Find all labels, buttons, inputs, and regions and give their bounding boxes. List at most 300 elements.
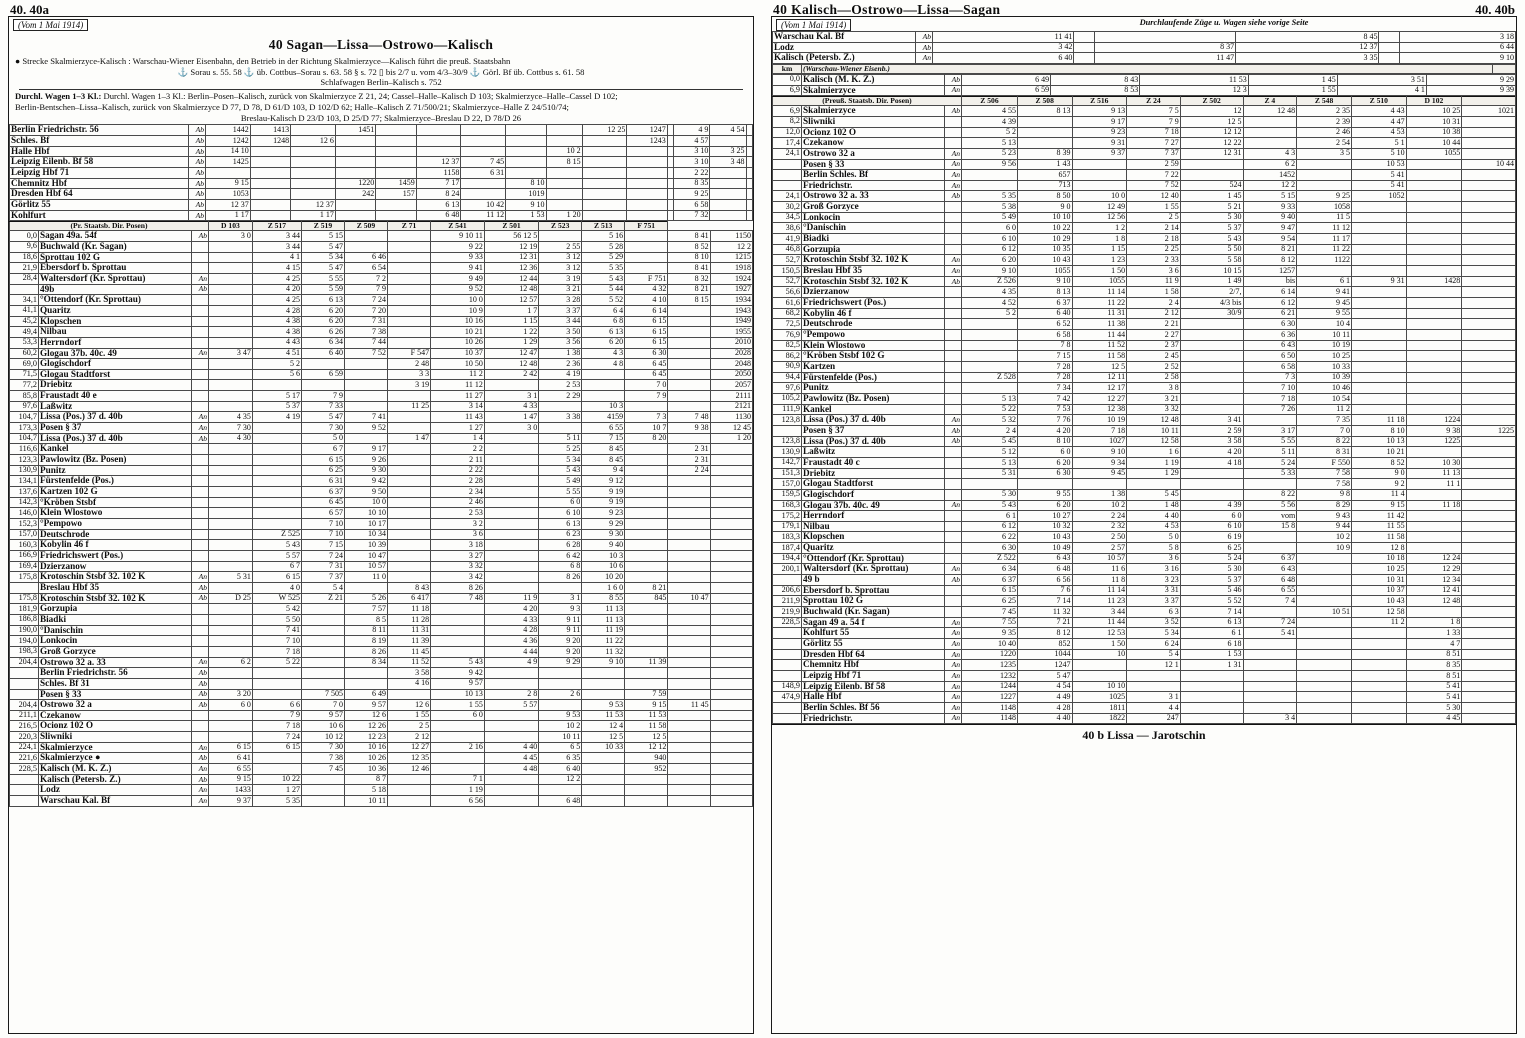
time-cell [1017,127,1072,138]
time-cell: 10 37 [1352,585,1407,596]
time-cell: 4 7 [1406,639,1462,650]
time-cell [710,444,752,455]
time-cell [209,305,253,316]
time-cell: 10 10 [1072,681,1127,692]
row-km: 30,2 [773,202,802,213]
station-name: Kalisch (Petersb. Z.) [773,53,916,64]
table-row [10,540,753,551]
time-cell [1462,276,1516,287]
time-cell: 6 48 [1243,575,1297,586]
time-cell: 5 2 [962,308,1018,319]
arrival-departure-flag: Ab [192,700,209,711]
time-cell [209,582,253,593]
time-cell [387,785,430,796]
time-cell [1072,671,1127,682]
table-row [10,284,753,295]
row-km: 28,4 [10,273,39,284]
time-cell: 10 13 [431,689,485,700]
time-cell: 6 13 [301,295,344,306]
table-row [10,316,753,327]
time-cell [301,636,344,647]
time-cell: 5 31 [209,572,253,583]
time-cell: 9 23 [582,508,625,519]
time-cell: 5 13 [962,138,1018,149]
table-row [773,223,1516,234]
arrival-departure-flag [192,295,209,306]
time-cell: 9 57 [344,700,387,711]
arrival-departure-flag [192,455,209,466]
time-cell [1406,532,1462,543]
time-cell: 7 9 [1127,116,1181,127]
time-cell: 1451 [335,125,375,136]
time-cell [668,401,710,412]
time-cell: 9 52 [344,423,387,434]
time-cell: 9 50 [344,487,387,498]
time-cell: 12 53 [1072,628,1127,639]
arrival-departure-flag [192,732,209,743]
time-cell: 4 43 [252,337,301,348]
time-cell: 6 8 [582,316,625,327]
arrival-departure-flag [192,561,209,572]
table-row [10,305,753,316]
station-name: Glogischdorf [802,489,945,500]
time-cell [546,125,582,136]
station-name: °Pempowo [39,519,192,530]
time-cell [416,146,461,157]
time-cell: 3 42 [933,42,1074,53]
time-cell: 6 42 [539,550,582,561]
time-cell: 10 20 [582,572,625,583]
row-km: 104,7 [10,433,39,444]
time-cell: 6 20 [301,316,344,327]
time-cell: 6 58 [1017,330,1072,341]
time-cell: 12 2 [710,241,752,252]
time-cell [1297,692,1352,703]
time-cell [1243,127,1297,138]
time-cell [668,380,710,391]
row-km: 123,8 [773,415,802,426]
time-cell: 14 10 [206,146,251,157]
time-cell: 4 1 [252,252,301,263]
arrival-departure-flag: Ab [189,189,206,200]
arrival-departure-flag [945,447,962,458]
time-cell [1352,649,1407,660]
time-cell: 3 5 [1297,148,1352,159]
row-km [773,649,802,660]
table-row [10,252,753,263]
time-cell: 11 14 [1072,287,1127,298]
time-cell: 3 28 [539,295,582,306]
station-name: Glogischdorf [39,359,192,370]
time-cell [1462,511,1516,522]
time-cell [484,561,538,572]
time-cell: 8 43 [1051,74,1140,85]
table-row [10,359,753,370]
time-cell: 6 8 [539,561,582,572]
time-cell [387,412,430,423]
time-cell [627,157,667,168]
row-km: 56,6 [773,287,802,298]
time-cell [252,487,301,498]
time-cell: 12 37 [416,157,461,168]
table-row [773,521,1516,532]
arrival-departure-flag [192,444,209,455]
arrival-departure-flag: Ab [192,678,209,689]
time-cell [710,189,746,200]
table-row [10,476,753,487]
station-name: Breslau Hbf 35 [802,266,945,277]
time-cell: 7 34 [1017,383,1072,394]
station-name: Gorzupia [39,604,192,615]
time-cell: 7 48 [668,412,710,423]
time-cell: 2 24 [1072,511,1127,522]
time-cell [1406,383,1462,394]
table-row [773,287,1516,298]
table-row [10,764,753,775]
time-cell [206,168,251,179]
time-cell: 9 26 [344,455,387,466]
time-cell [625,465,668,476]
time-cell: 1244 [962,681,1018,692]
time-cell: 6 30 [962,543,1018,554]
row-km [10,796,39,807]
arrival-departure-flag: Ab [945,436,962,447]
row-km [10,668,39,679]
time-cell [1180,330,1243,341]
row-km [10,689,39,700]
time-cell: 4 16 [387,678,430,689]
time-cell [209,273,253,284]
time-cell [1462,361,1516,372]
time-cell [1352,287,1407,298]
time-cell [582,753,625,764]
right-top-note: Durchlaufende Züge u. Wagen siehe vorige Seite [1139,18,1309,27]
time-cell: 11 32 [582,646,625,657]
time-cell [506,136,546,147]
arrival-departure-flag [192,550,209,561]
time-cell: 9 42 [344,476,387,487]
station-name: Glogau 37b. 40c. 49 [39,348,192,359]
time-cell [1406,212,1462,223]
time-cell [1297,266,1352,277]
time-cell [252,423,301,434]
time-cell: 7 35 [1297,415,1352,426]
time-cell: 9 55 [1017,489,1072,500]
time-cell: 7 10 [301,519,344,530]
time-cell: 8 39 [1017,148,1072,159]
station-name: Pawlowitz (Bz. Posen) [802,393,945,404]
time-cell: 7 17 [416,178,461,189]
arrival-departure-flag: An [945,660,962,671]
table-row [10,604,753,615]
time-cell: 4 45 [484,753,538,764]
time-cell: 1442 [206,125,251,136]
time-cell: 1 7 [484,305,538,316]
arrival-departure-flag: Ab [192,753,209,764]
time-cell [546,168,582,179]
row-km: 38,6 [773,223,802,234]
time-cell [546,136,582,147]
station-name: Schles. Bf [10,136,189,147]
time-cell: 1247 [1017,660,1072,671]
time-cell: 4 40 [484,742,538,753]
table-row [10,125,753,136]
time-cell: 1044 [1017,649,1072,660]
time-cell: 7 8 [1017,340,1072,351]
time-cell: 9 56 [962,159,1018,170]
time-cell: 6 0 [431,710,485,721]
table-row [773,319,1516,330]
time-cell: 1 27 [431,423,485,434]
row-km: 41,1 [10,305,39,316]
time-cell [1072,660,1127,671]
time-cell [627,189,667,200]
time-cell: 5 43 [962,500,1018,511]
time-cell: 4 19 [539,369,582,380]
row-km: 157,0 [10,529,39,540]
time-cell: 7 37 [301,572,344,583]
time-cell: 5 6 [252,369,301,380]
time-cell: 10 0 [1072,191,1127,202]
time-cell: 5 41 [1352,170,1407,181]
station-name: Sliwniki [39,732,192,743]
row-km: 206,6 [773,585,802,596]
time-cell [431,732,485,743]
time-cell [710,136,746,147]
arrival-departure-flag [192,263,209,274]
time-cell: 12 38 [1072,404,1127,415]
table-row [773,436,1516,447]
time-cell: 6 35 [539,753,582,764]
arrival-departure-flag: An [916,53,933,64]
time-cell [746,178,752,189]
time-cell [484,721,538,732]
station-name: Herrndorf [802,511,945,522]
time-cell: 7 41 [252,625,301,636]
row-km: 94,4 [773,372,802,383]
table-row [10,636,753,647]
time-cell: 2 58 [1127,372,1181,383]
time-cell: 1148 [962,702,1018,713]
time-cell [710,200,746,211]
time-cell: 3 18 [431,540,485,551]
table-row [10,689,753,700]
table-row [10,508,753,519]
time-cell [1406,393,1462,404]
table-row [773,607,1516,618]
time-cell: 1 50 [1072,266,1127,277]
table-row [773,681,1516,692]
time-cell: 4 4 [1127,702,1181,713]
right-page [763,0,1525,1038]
time-cell [209,561,253,572]
time-cell [1352,234,1407,245]
time-cell [668,369,710,380]
arrival-departure-flag [192,646,209,657]
time-cell: 2 59 [1127,159,1181,170]
time-cell [1243,702,1297,713]
time-cell [625,444,668,455]
time-cell [387,508,430,519]
time-cell: 3 32 [431,561,485,572]
table-row [773,255,1516,266]
time-cell [1352,639,1407,650]
station-name: Laßwitz [802,447,945,458]
time-cell: 11 42 [1352,511,1407,522]
time-cell: 8 26 [431,582,485,593]
time-cell: 4 30 [209,433,253,444]
time-cell: 12 31 [484,252,538,263]
time-cell: 5 24 [1243,457,1297,468]
arrival-departure-flag [945,116,962,127]
time-cell: 6 31 [301,476,344,487]
time-cell: 1 8 [1072,234,1127,245]
time-cell: 2 31 [668,444,710,455]
time-cell: 1224 [1406,415,1462,426]
time-cell [710,582,752,593]
time-cell: 9 53 [539,710,582,721]
time-cell [1379,32,1399,43]
time-cell: 1 20 [546,210,582,221]
time-cell [1352,244,1407,255]
time-cell [209,636,253,647]
time-cell: 8 52 [668,241,710,252]
time-cell [1017,479,1072,490]
time-cell: 4 36 [484,636,538,647]
table-row [773,308,1516,319]
time-cell: 1 29 [1127,468,1181,479]
time-cell: 6 55 [582,423,625,434]
time-cell: 4 25 [252,295,301,306]
time-cell [962,361,1018,372]
time-cell [1074,53,1094,64]
time-cell: 7 18 [252,646,301,657]
time-cell: 713 [1017,180,1072,191]
time-cell: 6 30 [625,348,668,359]
row-km [773,660,802,671]
time-cell [209,337,253,348]
table-row [773,191,1516,202]
time-cell [1243,543,1297,554]
time-cell [1462,330,1516,341]
table-row [773,266,1516,277]
time-cell: 8 20 [625,433,668,444]
time-cell: 11 55 [1352,521,1407,532]
time-cell: 9 29 [582,519,625,530]
time-cell: 1927 [710,284,752,295]
time-cell: 4159 [582,412,625,423]
time-cell [1074,32,1094,43]
arrival-departure-flag: Ab [189,200,206,211]
time-cell [1462,212,1516,223]
header-company: (Pr. Staatsb. Dir. Posen) [10,222,209,231]
time-cell: 2 11 [431,455,485,466]
time-cell [582,689,625,700]
time-cell: 7 14 [1017,596,1072,607]
time-cell [1406,372,1462,383]
arrival-departure-flag: An [945,713,962,724]
time-cell: 4 25 [252,273,301,284]
left-frame [8,16,754,1034]
arrival-departure-flag [945,298,962,309]
time-cell [625,231,668,242]
arrival-departure-flag: Ab [192,593,209,604]
time-cell: 6 37 [1017,298,1072,309]
time-cell [1243,681,1297,692]
row-km [773,170,802,181]
time-cell: 11 13 [582,604,625,615]
time-cell: 3 37 [539,305,582,316]
time-cell: 5 43 [1180,234,1243,245]
arrival-departure-flag: Ab [916,32,933,43]
row-km: 105,2 [773,393,802,404]
time-cell: 3 44 [539,316,582,327]
time-cell [1297,575,1352,586]
time-cell: 3 0 [209,231,253,242]
time-cell [1462,298,1516,309]
station-name: Herrndorf [39,337,192,348]
station-name: Groß Gorzyce [39,646,192,657]
time-cell [668,742,710,753]
time-cell: 7 26 [1243,404,1297,415]
station-name: Ostrowo 32 a [802,148,945,159]
station-name: Schles. Bf 31 [39,678,192,689]
time-cell: 1025 [1072,692,1127,703]
time-cell: 2 21 [1127,319,1181,330]
time-cell: 6 54 [344,263,387,274]
time-cell: 12 3 [1140,85,1249,96]
time-cell [710,646,752,657]
time-cell [1180,713,1243,724]
time-cell [1406,244,1462,255]
time-cell [1180,159,1243,170]
table-row [773,543,1516,554]
time-cell: 4 40 [1017,713,1072,724]
time-cell: 12 48 [484,284,538,295]
row-km: 150,5 [773,266,802,277]
table-row [10,742,753,753]
time-cell: 1215 [710,252,752,263]
time-cell: 3 41 [1180,415,1243,426]
time-cell: 10 13 [1352,436,1407,447]
table-row [773,180,1516,191]
time-cell: 6 2 [1243,159,1297,170]
time-cell: 8 13 [1017,106,1072,117]
row-km: 200,1 [773,564,802,575]
train-number: Z 513 [582,222,625,231]
time-cell [1017,138,1072,149]
time-cell [461,125,506,136]
time-cell: 6 23 [539,529,582,540]
time-cell: 10 16 [344,742,387,753]
arrival-departure-flag: Ab [189,178,206,189]
time-cell [209,465,253,476]
arrival-departure-flag [945,596,962,607]
row-km: 137,6 [10,487,39,498]
station-name: Glogau Stadtforst [802,479,945,490]
time-cell [376,200,416,211]
time-cell [1406,447,1462,458]
time-cell: 2 35 [1297,106,1352,117]
time-cell: 4 38 [252,316,301,327]
row-km: 0,0 [773,74,802,85]
time-cell: 6 59 [962,85,1051,96]
table-row [10,412,753,423]
arrival-departure-flag: Ab [192,582,209,593]
time-cell [1352,361,1407,372]
time-cell: 7 9 [344,284,387,295]
time-cell: 7 52 [1127,180,1181,191]
